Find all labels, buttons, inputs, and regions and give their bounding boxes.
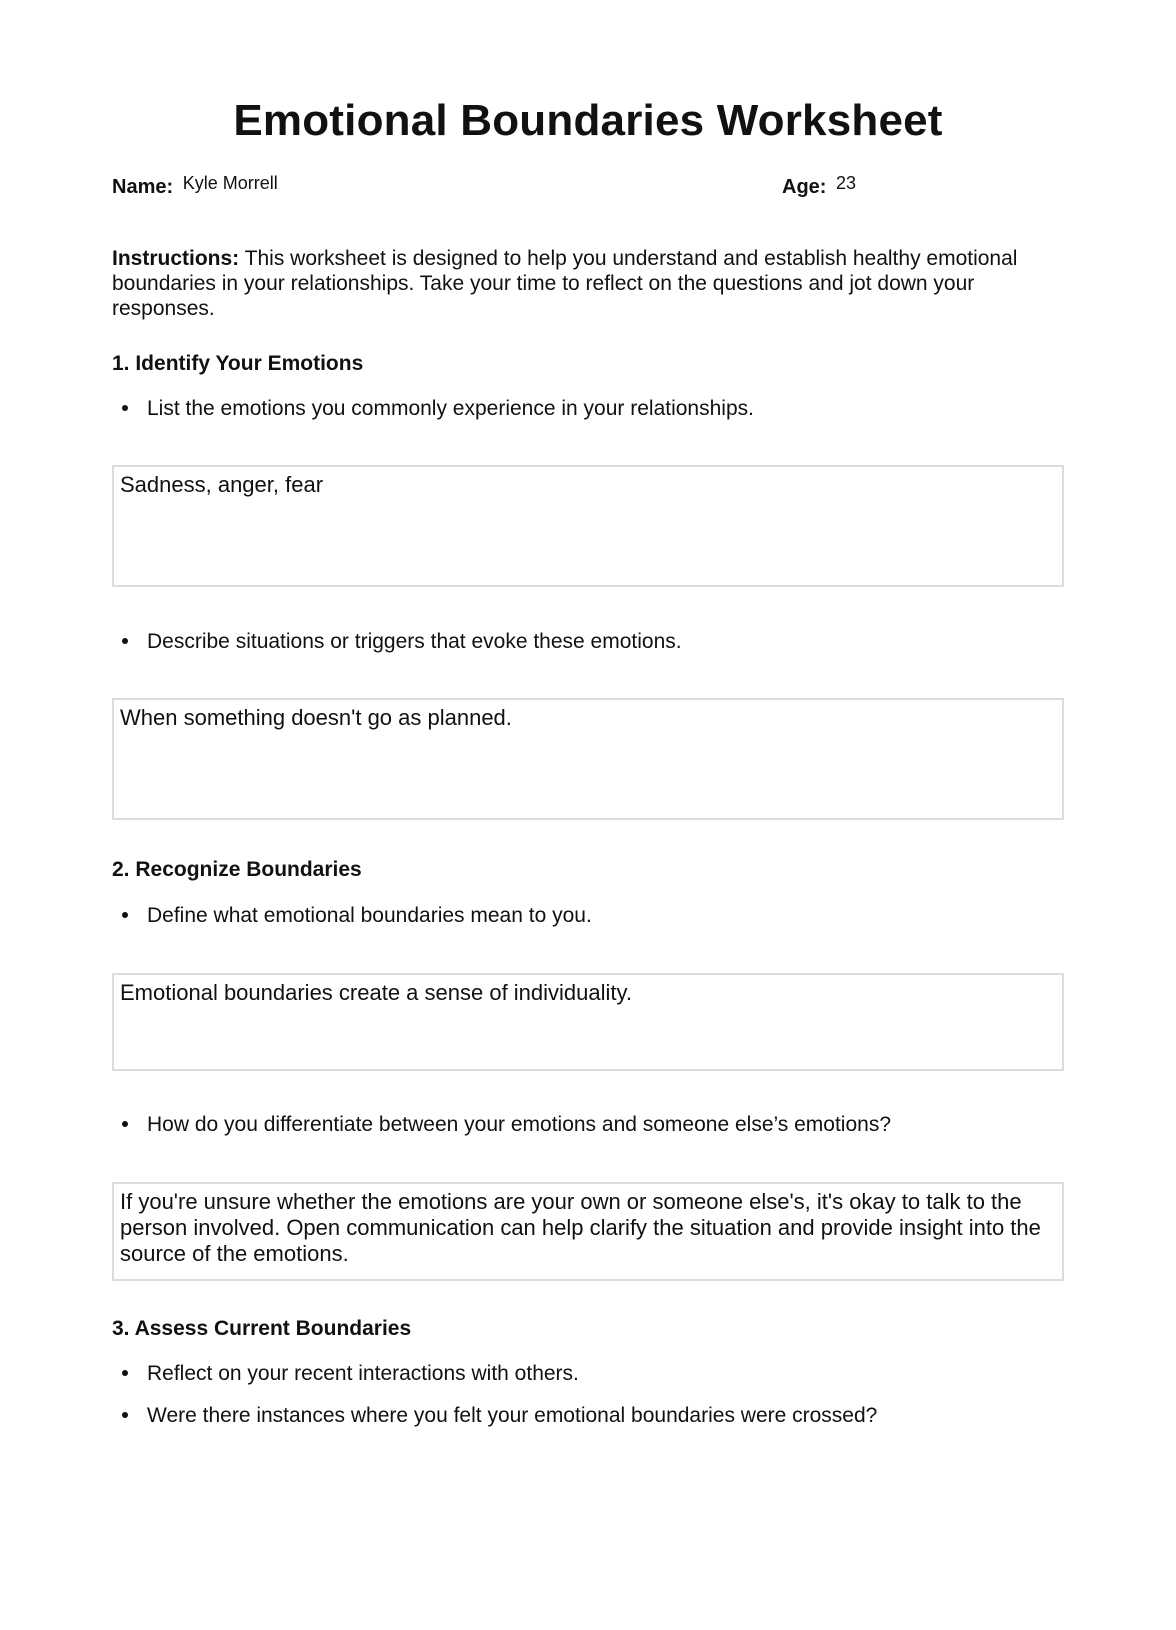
section-2-answer-2[interactable]: If you're unsure whether the emotions are your own or someone else's, it's okay to talk to the person involved. Open communication can help clarify the situation and provide insight into the source of the emotions. (112, 1182, 1064, 1281)
age-field (782, 173, 857, 199)
name-label: Name: (112, 176, 174, 198)
section-1-heading: 1. Identify Your Emotions (112, 352, 364, 375)
section-1-answer-1[interactable]: Sadness, anger, fear (112, 465, 1064, 587)
age-label: Age: (782, 176, 827, 198)
section-1-answer-2[interactable]: When something doesn't go as planned. (112, 698, 1064, 820)
section-3-heading: 3. Assess Current Boundaries (112, 1317, 412, 1340)
section-2-answer-1[interactable]: Emotional boundaries create a sense of individuality. (112, 973, 1064, 1071)
section-1-question-1: List the emotions you commonly experience in your relationships. (122, 397, 754, 421)
age-value: 23 (836, 173, 857, 193)
section-1-question-2: Describe situations or triggers that evoke these emotions. (122, 630, 682, 654)
section-2-heading: 2. Recognize Boundaries (112, 858, 362, 881)
instructions-text: This worksheet is designed to help you understand and establish healthy emotional boundaries in your relationships. Take your time to reflect on the questions and jot down your responses. (112, 247, 1018, 320)
instructions-label: Instructions: (112, 247, 240, 270)
instructions (112, 246, 1062, 321)
page-title: Emotional Boundaries Worksheet (233, 96, 943, 145)
section-3-question-2: Were there instances where you felt your emotional boundaries were crossed? (122, 1404, 877, 1428)
section-3-question-1: Reflect on your recent interactions with others. (122, 1362, 579, 1386)
name-field (112, 173, 278, 199)
name-value: Kyle Morrell (182, 173, 278, 193)
section-2-question-2: How do you differentiate between your emotions and someone else’s emotions? (122, 1113, 891, 1137)
section-2-question-1: Define what emotional boundaries mean to you. (122, 904, 592, 928)
